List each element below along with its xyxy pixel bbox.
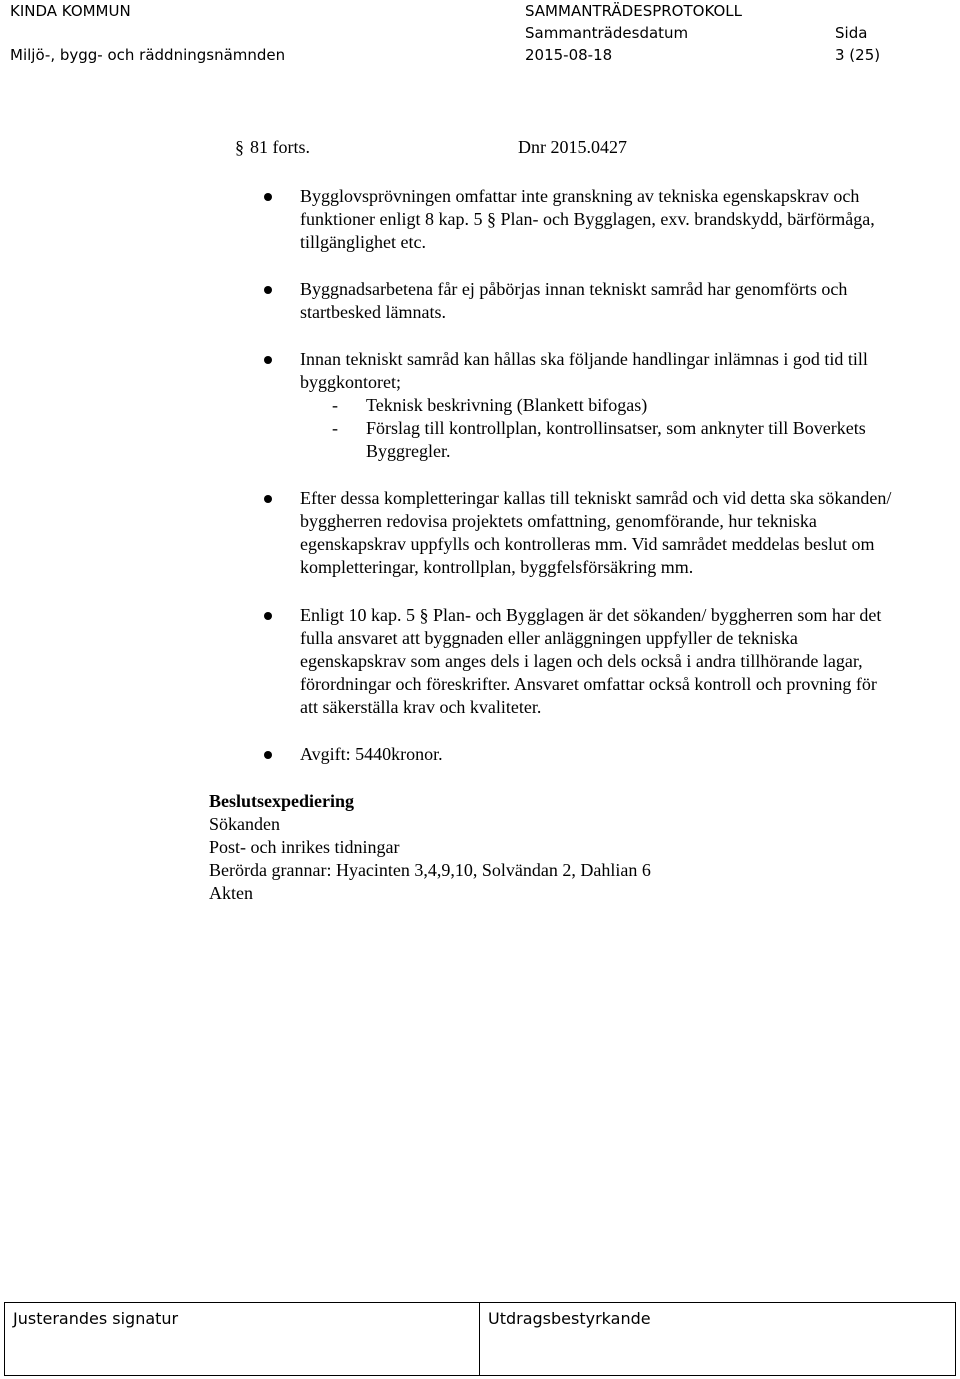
sub-list-item: [300, 394, 960, 417]
doc-type: SAMMANTRÄDESPROTOKOLL: [525, 2, 742, 20]
sub-list-text: Förslag till kontrollplan, kontrollinsatser, som anknyter till Boverkets: [366, 418, 866, 438]
org-name: KINDA KOMMUN: [10, 2, 131, 20]
paragraph-mark: §: [235, 137, 244, 157]
list-item: [300, 185, 960, 254]
bullet-icon: [264, 286, 272, 294]
diary-number: Dnr 2015.0427: [518, 137, 627, 157]
list-item-line: Innan tekniskt samråd kan hållas ska följande handlingar inlämnas i god tid till: [300, 349, 868, 369]
bullet-icon: [264, 751, 272, 759]
list-item: [300, 604, 960, 719]
distribution-item: Berörda grannar: Hyacinten 3,4,9,10, Solvändan 2, Dahlian 6: [209, 860, 651, 880]
sub-list-item: [300, 440, 960, 463]
distribution-item: Akten: [209, 883, 253, 903]
distribution-item: Post- och inrikes tidningar: [209, 837, 400, 857]
board-name: Miljö-, bygg- och räddningsnämnden: [10, 46, 286, 64]
signature-label: Justerandes signatur: [13, 1309, 179, 1328]
list-item-line: Enligt 10 kap. 5 § Plan- och Bygglagen är det sökanden/ byggherren som har det: [300, 605, 882, 625]
list-item: [300, 348, 960, 463]
sub-list-text: Teknisk beskrivning (Blankett bifogas): [366, 395, 648, 415]
list-item-line: startbesked lämnats.: [300, 302, 446, 322]
list-item-line: byggherren redovisa projektets omfattning, genomförande, hur tekniska: [300, 511, 817, 531]
signature-footer: [4, 1302, 956, 1376]
sub-list-item: [300, 417, 960, 440]
sub-list-text: Byggregler.: [366, 441, 451, 461]
date-label: Sammanträdesdatum: [525, 24, 689, 42]
list-item-line: Efter dessa kompletteringar kallas till tekniskt samråd och vid detta ska sökanden/: [300, 488, 892, 508]
distribution-heading: Beslutsexpediering: [209, 791, 355, 811]
section-number: 81 forts.: [250, 137, 310, 157]
list-item: [300, 278, 960, 324]
dash-marker: -: [332, 418, 338, 438]
list-item-line: egenskapskrav som anges dels i lagen och dels också i andra tillhörande lagar,: [300, 651, 863, 671]
bullet-icon: [264, 356, 272, 364]
bullet-icon: [264, 612, 272, 620]
page-label: Sida: [835, 24, 868, 42]
signature-cell: [5, 1303, 479, 1375]
certification-cell: [480, 1303, 955, 1375]
list-item-line: Bygglovsprövningen omfattar inte granskning av tekniska egenskapskrav och: [300, 186, 860, 206]
list-item: [300, 487, 960, 579]
list-item-line: byggkontoret;: [300, 372, 401, 392]
list-item-line: Byggnadsarbetena får ej påbörjas innan tekniskt samråd har genomförts och: [300, 279, 848, 299]
list-item-line: Avgift: 5440kronor.: [300, 744, 443, 764]
bullet-icon: [264, 193, 272, 201]
bullet-icon: [264, 495, 272, 503]
list-item-line: tillgänglighet etc.: [300, 232, 426, 252]
list-item-line: att säkerställa krav och kvaliteter.: [300, 697, 542, 717]
distribution-block: [209, 790, 651, 905]
list-item-line: egenskapskrav uppfylls och kontrolleras mm. Vid samrådet meddelas beslut om: [300, 534, 875, 554]
page-number: 3 (25): [835, 46, 881, 64]
distribution-item: Sökanden: [209, 814, 280, 834]
meeting-date: 2015-08-18: [525, 46, 613, 64]
list-item-line: fulla ansvaret att byggnaden eller anläggningen uppfyller de tekniska: [300, 628, 798, 648]
list-item-line: funktioner enligt 8 kap. 5 § Plan- och Bygglagen, exv. brandskydd, bärförmåga,: [300, 209, 875, 229]
list-item-line: förordningar och föreskrifter. Ansvaret omfattar också kontroll och provning för: [300, 674, 877, 694]
list-item-line: kompletteringar, kontrollplan, byggfelsförsäkring mm.: [300, 557, 694, 577]
dash-marker: -: [332, 395, 338, 415]
list-item: [300, 743, 960, 766]
certification-label: Utdragsbestyrkande: [488, 1309, 651, 1328]
